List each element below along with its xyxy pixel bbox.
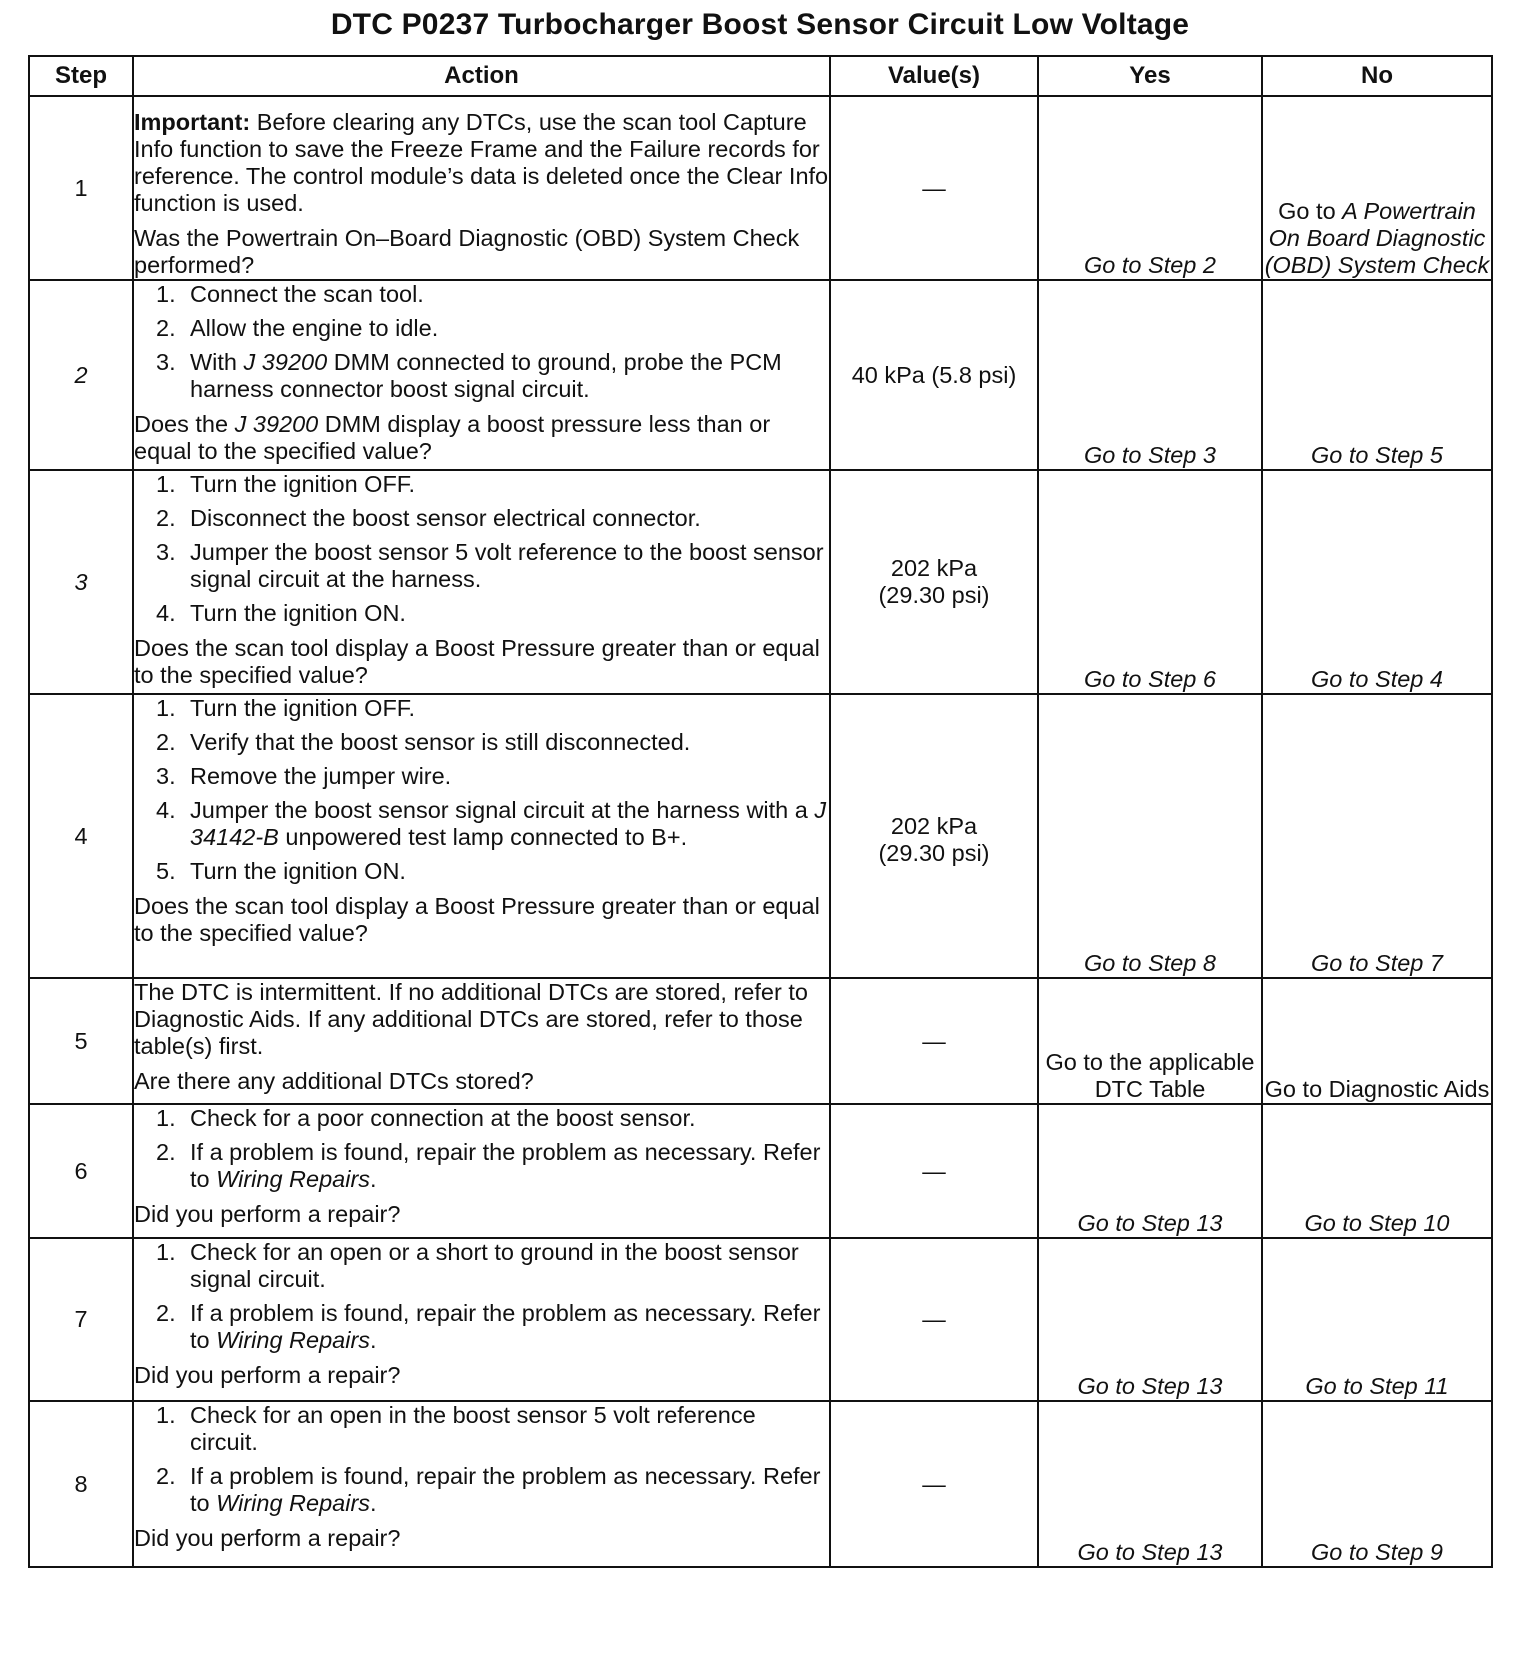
action-step xyxy=(134,1239,829,1293)
value-cell: — xyxy=(830,96,1038,280)
step-index: 1. xyxy=(156,1402,176,1428)
step-index: 4. xyxy=(156,797,176,823)
no-link[interactable] xyxy=(1262,470,1492,694)
no-link[interactable] xyxy=(1262,1104,1492,1238)
action-step xyxy=(134,1402,829,1456)
step-text: Remove the jumper wire. xyxy=(190,763,452,789)
header-yes: Yes xyxy=(1038,56,1262,96)
no-label: Go to Diagnostic Aids xyxy=(1264,1076,1490,1102)
yes-link[interactable] xyxy=(1038,694,1262,978)
value-cell: — xyxy=(830,978,1038,1104)
step-text-pre: If a problem is found, repair the problem as necessary. Refer to xyxy=(190,1463,821,1516)
value-kpa: 202 kPa xyxy=(890,813,978,839)
header-step: Step xyxy=(29,56,133,96)
step-index: 2. xyxy=(156,729,176,755)
action-text: The DTC is intermittent. If no additional DTCs are stored, refer to Diagnostic Aids. If any additional DTCs are stored, refer to those table(s) first. xyxy=(134,979,808,1059)
step-number: 6 xyxy=(29,1104,133,1238)
step-number: 8 xyxy=(29,1401,133,1567)
action-step xyxy=(134,600,829,627)
no-link[interactable] xyxy=(1262,280,1492,470)
action-step xyxy=(134,797,829,851)
action-step xyxy=(134,505,829,532)
action-cell xyxy=(133,96,830,280)
value-cell xyxy=(830,694,1038,978)
no-label: Go to Step 10 xyxy=(1304,1210,1450,1236)
step-text: Disconnect the boost sensor electrical connector. xyxy=(190,505,701,531)
action-cell xyxy=(133,1401,830,1567)
no-label: Go to Step 9 xyxy=(1311,1539,1443,1565)
step-index: 4. xyxy=(156,600,176,626)
table-row xyxy=(29,280,1492,470)
action-cell xyxy=(133,280,830,470)
yes-label: Go to Step 13 xyxy=(1077,1210,1223,1236)
action-steps xyxy=(134,1105,829,1193)
no-link[interactable] xyxy=(1262,978,1492,1104)
tool-name: J 39200 xyxy=(243,349,328,375)
yes-label: Go to Step 8 xyxy=(1084,950,1216,976)
action-question: Did you perform a repair? xyxy=(134,1362,401,1388)
action-step xyxy=(134,1139,829,1193)
step-text: Jumper the boost sensor 5 volt reference to the boost sensor signal circuit at the harness. xyxy=(190,539,824,592)
step-text: Turn the ignition OFF. xyxy=(190,695,416,721)
step-text: Turn the ignition ON. xyxy=(190,858,406,884)
action-steps xyxy=(134,1402,829,1517)
action-step xyxy=(134,729,829,756)
action-question: Does the scan tool display a Boost Pressure greater than or equal to the specified value? xyxy=(134,635,820,688)
step-text-post: . xyxy=(370,1166,377,1192)
yes-link[interactable] xyxy=(1038,978,1262,1104)
no-link[interactable] xyxy=(1262,1238,1492,1401)
step-index: 2. xyxy=(156,315,176,341)
action-question: Does the scan tool display a Boost Pressure greater than or equal to the specified value? xyxy=(134,893,820,946)
value-cell: — xyxy=(830,1238,1038,1401)
wiring-repairs-ref: Wiring Repairs xyxy=(216,1490,371,1516)
no-label: Go to Step 7 xyxy=(1311,950,1443,976)
yes-link[interactable] xyxy=(1038,1104,1262,1238)
header-action: Action xyxy=(133,56,830,96)
action-step xyxy=(134,315,829,342)
action-question: Was the Powertrain On–Board Diagnostic (OBD) System Check performed? xyxy=(134,225,800,278)
wiring-repairs-ref: Wiring Repairs xyxy=(216,1166,371,1192)
step-index: 3. xyxy=(156,349,176,375)
step-text: Allow the engine to idle. xyxy=(190,315,439,341)
value-psi: (29.30 psi) xyxy=(878,840,990,866)
tool-name: J 39200 xyxy=(234,411,319,437)
yes-label: Go to Step 13 xyxy=(1077,1539,1223,1565)
table-row xyxy=(29,1401,1492,1567)
important-note xyxy=(134,109,829,217)
no-link[interactable] xyxy=(1262,1401,1492,1567)
dtc-table xyxy=(28,55,1493,1568)
step-text-pre: Jumper the boost sensor signal circuit at the harness with a xyxy=(190,797,815,823)
value-cell: — xyxy=(830,1401,1038,1567)
action-cell xyxy=(133,1238,830,1401)
action-step xyxy=(134,539,829,593)
table-row xyxy=(29,470,1492,694)
yes-label: Go to the applicable DTC Table xyxy=(1045,1049,1255,1102)
table-row xyxy=(29,1104,1492,1238)
table-row xyxy=(29,694,1492,978)
no-link[interactable] xyxy=(1262,96,1492,280)
no-prefix: Go to xyxy=(1278,198,1343,224)
step-text-post: . xyxy=(370,1327,377,1353)
yes-label: Go to Step 2 xyxy=(1084,252,1216,278)
value-kpa: 202 kPa xyxy=(890,555,978,581)
step-index: 2. xyxy=(156,1139,176,1165)
step-number: 4 xyxy=(29,694,133,978)
step-number: 5 xyxy=(29,978,133,1104)
header-row xyxy=(29,56,1492,96)
question-post: DMM display a boost pressure less than or equal to the specified value? xyxy=(134,411,771,464)
action-step xyxy=(134,281,829,308)
step-text: Connect the scan tool. xyxy=(190,281,424,307)
step-index: 3. xyxy=(156,763,176,789)
no-label: Go to Step 11 xyxy=(1305,1373,1449,1399)
step-index: 3. xyxy=(156,539,176,565)
action-step xyxy=(134,349,829,403)
tool-name: J 34142-B xyxy=(190,797,827,850)
step-number: 3 xyxy=(29,470,133,694)
step-number: 1 xyxy=(29,96,133,280)
action-step xyxy=(134,763,829,790)
wiring-repairs-ref: Wiring Repairs xyxy=(216,1327,371,1353)
action-cell xyxy=(133,978,830,1104)
value-cell: 40 kPa (5.8 psi) xyxy=(830,280,1038,470)
step-text-pre: If a problem is found, repair the problem as necessary. Refer to xyxy=(190,1139,821,1192)
action-cell xyxy=(133,694,830,978)
no-italic: A Powertrain On Board Diagnostic (OBD) System Check xyxy=(1264,198,1490,278)
table-row xyxy=(29,96,1492,280)
yes-link[interactable] xyxy=(1038,280,1262,470)
no-label: Go to Step 5 xyxy=(1311,442,1443,468)
yes-link[interactable] xyxy=(1038,1401,1262,1567)
step-text-pre: If a problem is found, repair the problem as necessary. Refer to xyxy=(190,1300,821,1353)
no-label: Go to Step 4 xyxy=(1311,666,1443,692)
question-pre: Does the xyxy=(134,411,235,437)
action-cell xyxy=(133,470,830,694)
action-steps xyxy=(134,695,829,885)
step-index: 1. xyxy=(156,1105,176,1131)
yes-label: Go to Step 13 xyxy=(1077,1373,1223,1399)
action-question: Did you perform a repair? xyxy=(134,1201,401,1227)
step-text-post: unpowered test lamp connected to B+. xyxy=(278,824,688,850)
yes-label: Go to Step 3 xyxy=(1084,442,1216,468)
step-text-post: . xyxy=(370,1490,377,1516)
step-number: 2 xyxy=(29,280,133,470)
action-steps xyxy=(134,1239,829,1354)
action-step xyxy=(134,1105,829,1132)
yes-link[interactable] xyxy=(1038,96,1262,280)
step-text: Turn the ignition ON. xyxy=(190,600,406,626)
step-text: Check for an open or a short to ground in the boost sensor signal circuit. xyxy=(190,1239,799,1292)
step-number: 7 xyxy=(29,1238,133,1401)
important-label: Important: xyxy=(134,109,251,135)
step-text: Check for a poor connection at the boost sensor. xyxy=(190,1105,696,1131)
step-index: 1. xyxy=(156,1239,176,1265)
action-question: Are there any additional DTCs stored? xyxy=(134,1068,534,1094)
value-psi: (29.30 psi) xyxy=(878,582,990,608)
action-question: Did you perform a repair? xyxy=(134,1525,401,1551)
yes-link[interactable] xyxy=(1038,1238,1262,1401)
action-steps xyxy=(134,471,829,627)
step-text-pre: With xyxy=(190,349,244,375)
page-title: DTC P0237 Turbocharger Boost Sensor Circuit Low Voltage xyxy=(330,8,1190,41)
action-step xyxy=(134,695,829,722)
yes-link[interactable] xyxy=(1038,470,1262,694)
no-link[interactable] xyxy=(1262,694,1492,978)
action-question xyxy=(134,411,829,465)
action-cell xyxy=(133,1104,830,1238)
step-text: Turn the ignition OFF. xyxy=(190,471,416,497)
step-index: 1. xyxy=(156,281,176,307)
table-row xyxy=(29,978,1492,1104)
value-cell xyxy=(830,470,1038,694)
action-step xyxy=(134,1300,829,1354)
header-no: No xyxy=(1262,56,1492,96)
step-index: 1. xyxy=(156,471,176,497)
value-cell: — xyxy=(830,1104,1038,1238)
step-index: 2. xyxy=(156,1300,176,1326)
step-text-post: DMM connected to ground, probe the PCM harness connector boost signal circuit. xyxy=(190,349,782,402)
header-values: Value(s) xyxy=(830,56,1038,96)
step-text: Verify that the boost sensor is still disconnected. xyxy=(190,729,691,755)
important-text: Before clearing any DTCs, use the scan tool Capture Info function to save the Freeze Frame and the Failure records for reference. The control module’s data is deleted once the Clear Info function is used. xyxy=(134,109,829,216)
step-text: Check for an open in the boost sensor 5 volt reference circuit. xyxy=(190,1402,756,1455)
table-row xyxy=(29,1238,1492,1401)
action-step xyxy=(134,1463,829,1517)
yes-label: Go to Step 6 xyxy=(1084,666,1216,692)
action-step xyxy=(134,471,829,498)
step-index: 2. xyxy=(156,1463,176,1489)
step-index: 1. xyxy=(156,695,176,721)
action-step xyxy=(134,858,829,885)
step-index: 2. xyxy=(156,505,176,531)
action-steps xyxy=(134,281,829,403)
step-index: 5. xyxy=(156,858,176,884)
